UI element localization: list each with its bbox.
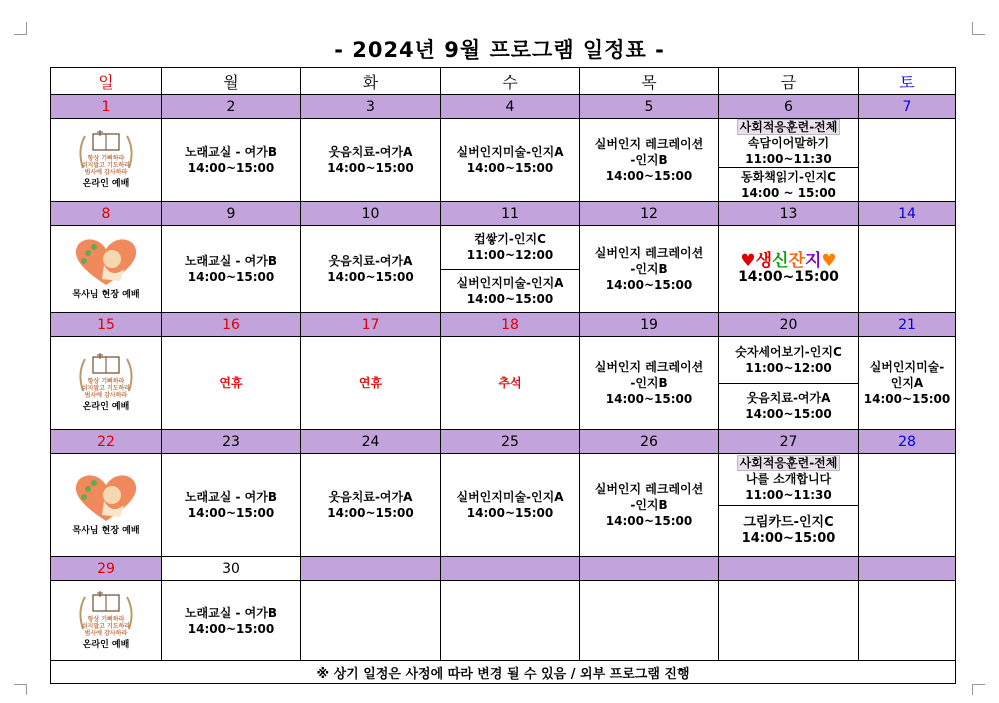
pastor-worship-heart-icon [68,471,144,523]
date-cell: 16 [162,313,301,337]
crop-mark-bottom-left [14,684,27,695]
page-title: - 2024년 9월 프로그램 일정표 - [334,38,665,62]
date-cell: 26 [580,430,719,454]
weekday-fri: 금 [719,68,859,95]
date-cell: 28 [859,430,956,454]
online-worship-bible-icon [71,128,141,176]
date-cell: 1 [51,95,162,119]
program-cell-wed: 실버인지미술-인지A 14:00~15:00 [441,119,580,202]
program-cell-tue: 웃음치료-여가A 14:00~15:00 [301,454,441,557]
program-cell-fri: 사회적응훈련-전체 나를 소개합니다 11:00~11:30 그림카드-인지C 14:00~15:00 [719,454,859,557]
worship-cell [51,226,162,313]
date-cell [580,557,719,581]
program-cell-sat [859,581,956,661]
date-cell: 29 [51,557,162,581]
date-cell: 23 [162,430,301,454]
svg-text:쉬지말고 기도하라: 쉬지말고 기도하라 [81,622,131,630]
date-cell [441,557,580,581]
program-cell-thu [580,581,719,661]
date-cell [301,557,441,581]
date-cell: 4 [441,95,580,119]
program-cell-fri: 사회적응훈련-전체 속담이어말하기 11:00~11:30 동화책읽기-인지C 14:00 ~ 15:00 [719,119,859,202]
worship-cell [51,454,162,557]
date-cell: 9 [162,202,301,226]
program-cell-mon: 노래교실 - 여가B 14:00~15:00 [162,226,301,313]
program-cell-thu: 실버인지 레크레이션 -인지B 14:00~15:00 [580,226,719,313]
date-row [51,430,956,454]
program-row [51,454,956,557]
date-cell: 14 [859,202,956,226]
date-cell: 3 [301,95,441,119]
date-cell: 15 [51,313,162,337]
program-cell-sat: 실버인지미술- 인지A 14:00~15:00 [859,337,956,430]
date-row [51,202,956,226]
date-cell: 8 [51,202,162,226]
footer-note: ※ 상기 일정은 사정에 따라 변경 될 수 있음 / 외부 프로그램 진행 [51,661,956,684]
date-cell: 19 [580,313,719,337]
pastor-worship-heart-icon [68,235,144,287]
online-worship-bible-icon [71,589,141,637]
weekday-mon: 월 [162,68,301,95]
program-cell-thu: 실버인지 레크레이션 -인지B 14:00~15:00 [580,337,719,430]
date-cell: 21 [859,313,956,337]
date-row [51,313,956,337]
date-row [51,95,956,119]
program-cell-sat [859,119,956,202]
holiday-cell-tue: 연휴 [301,337,441,430]
date-cell: 17 [301,313,441,337]
program-cell-tue [301,581,441,661]
worship-cell [51,581,162,661]
svg-text:쉬지말고 기도하라: 쉬지말고 기도하라 [81,385,131,392]
worship-label: 온라인 예배 [82,179,130,189]
program-cell-thu: 실버인지 레크레이션 -인지B 14:00~15:00 [580,454,719,557]
date-cell: 2 [162,95,301,119]
date-cell [859,557,956,581]
svg-text:범사에 감사하라: 범사에 감사하라 [84,392,128,399]
svg-text:범사에 감사하라: 범사에 감사하라 [84,169,128,176]
program-cell-sat [859,226,956,313]
date-cell: 6 [719,95,859,119]
program-cell-thu: 실버인지 레크레이션 -인지B 14:00~15:00 [580,119,719,202]
date-cell: 30 [162,557,301,581]
program-cell-sat [859,454,956,557]
date-cell: 24 [301,430,441,454]
birthday-party-cell: ♥생신잔지♥ 14:00~15:00 [719,226,859,313]
program-cell-tue: 웃음치료-여가A 14:00~15:00 [301,119,441,202]
program-cell-mon: 노래교실 - 여가B 14:00~15:00 [162,454,301,557]
svg-text:항상 기뻐하라: 항상 기뻐하라 [87,155,125,162]
svg-text:쉬지말고 기도하라: 쉬지말고 기도하라 [81,162,131,169]
worship-label: 목사님 현장 예배 [72,290,140,300]
program-row [51,119,956,202]
svg-text:항상 기뻐하라: 항상 기뻐하라 [87,615,125,623]
program-row [51,581,956,661]
program-cell-mon: 노래교실 - 여가B 14:00~15:00 [162,119,301,202]
online-worship-bible-icon [71,351,141,399]
date-cell: 27 [719,430,859,454]
worship-cell [51,119,162,202]
date-cell: 7 [859,95,956,119]
date-cell: 5 [580,95,719,119]
schedule-table [50,67,956,684]
weekday-sat: 토 [859,68,956,95]
worship-label: 온라인 예배 [82,639,130,650]
date-cell: 12 [580,202,719,226]
date-cell: 25 [441,430,580,454]
weekday-sun: 일 [51,68,162,95]
weekday-tue: 화 [301,68,441,95]
weekday-wed: 수 [441,68,580,95]
holiday-cell-wed: 추석 [441,337,580,430]
date-row [51,557,956,581]
date-cell: 18 [441,313,580,337]
footer-row [51,661,956,684]
program-cell-wed [441,581,580,661]
weekday-thu: 목 [580,68,719,95]
program-cell-mon: 노래교실 - 여가B 14:00~15:00 [162,581,301,661]
date-cell: 22 [51,430,162,454]
weekday-header-row [51,68,956,95]
crop-mark-bottom-right [972,684,985,695]
holiday-cell-mon: 연휴 [162,337,301,430]
date-cell: 20 [719,313,859,337]
worship-label: 목사님 현장 예배 [72,526,140,536]
svg-text:범사에 감사하라: 범사에 감사하라 [84,629,128,637]
program-cell-fri: 숫자세어보기-인지C 11:00~12:00 웃음치료-여가A 14:00~15:00 [719,337,859,430]
program-row [51,337,956,430]
worship-cell [51,337,162,430]
worship-label: 온라인 예배 [82,402,130,412]
date-cell: 11 [441,202,580,226]
program-cell-wed: 컵쌓기-인지C 11:00~12:00 실버인지미술-인지A 14:00~15:00 [441,226,580,313]
date-cell: 10 [301,202,441,226]
program-cell-wed: 실버인지미술-인지A 14:00~15:00 [441,454,580,557]
svg-text:항상 기뻐하라: 항상 기뻐하라 [87,378,125,385]
date-cell [719,557,859,581]
program-cell-fri [719,581,859,661]
program-row [51,226,956,313]
program-cell-tue: 웃음치료-여가A 14:00~15:00 [301,226,441,313]
date-cell: 13 [719,202,859,226]
